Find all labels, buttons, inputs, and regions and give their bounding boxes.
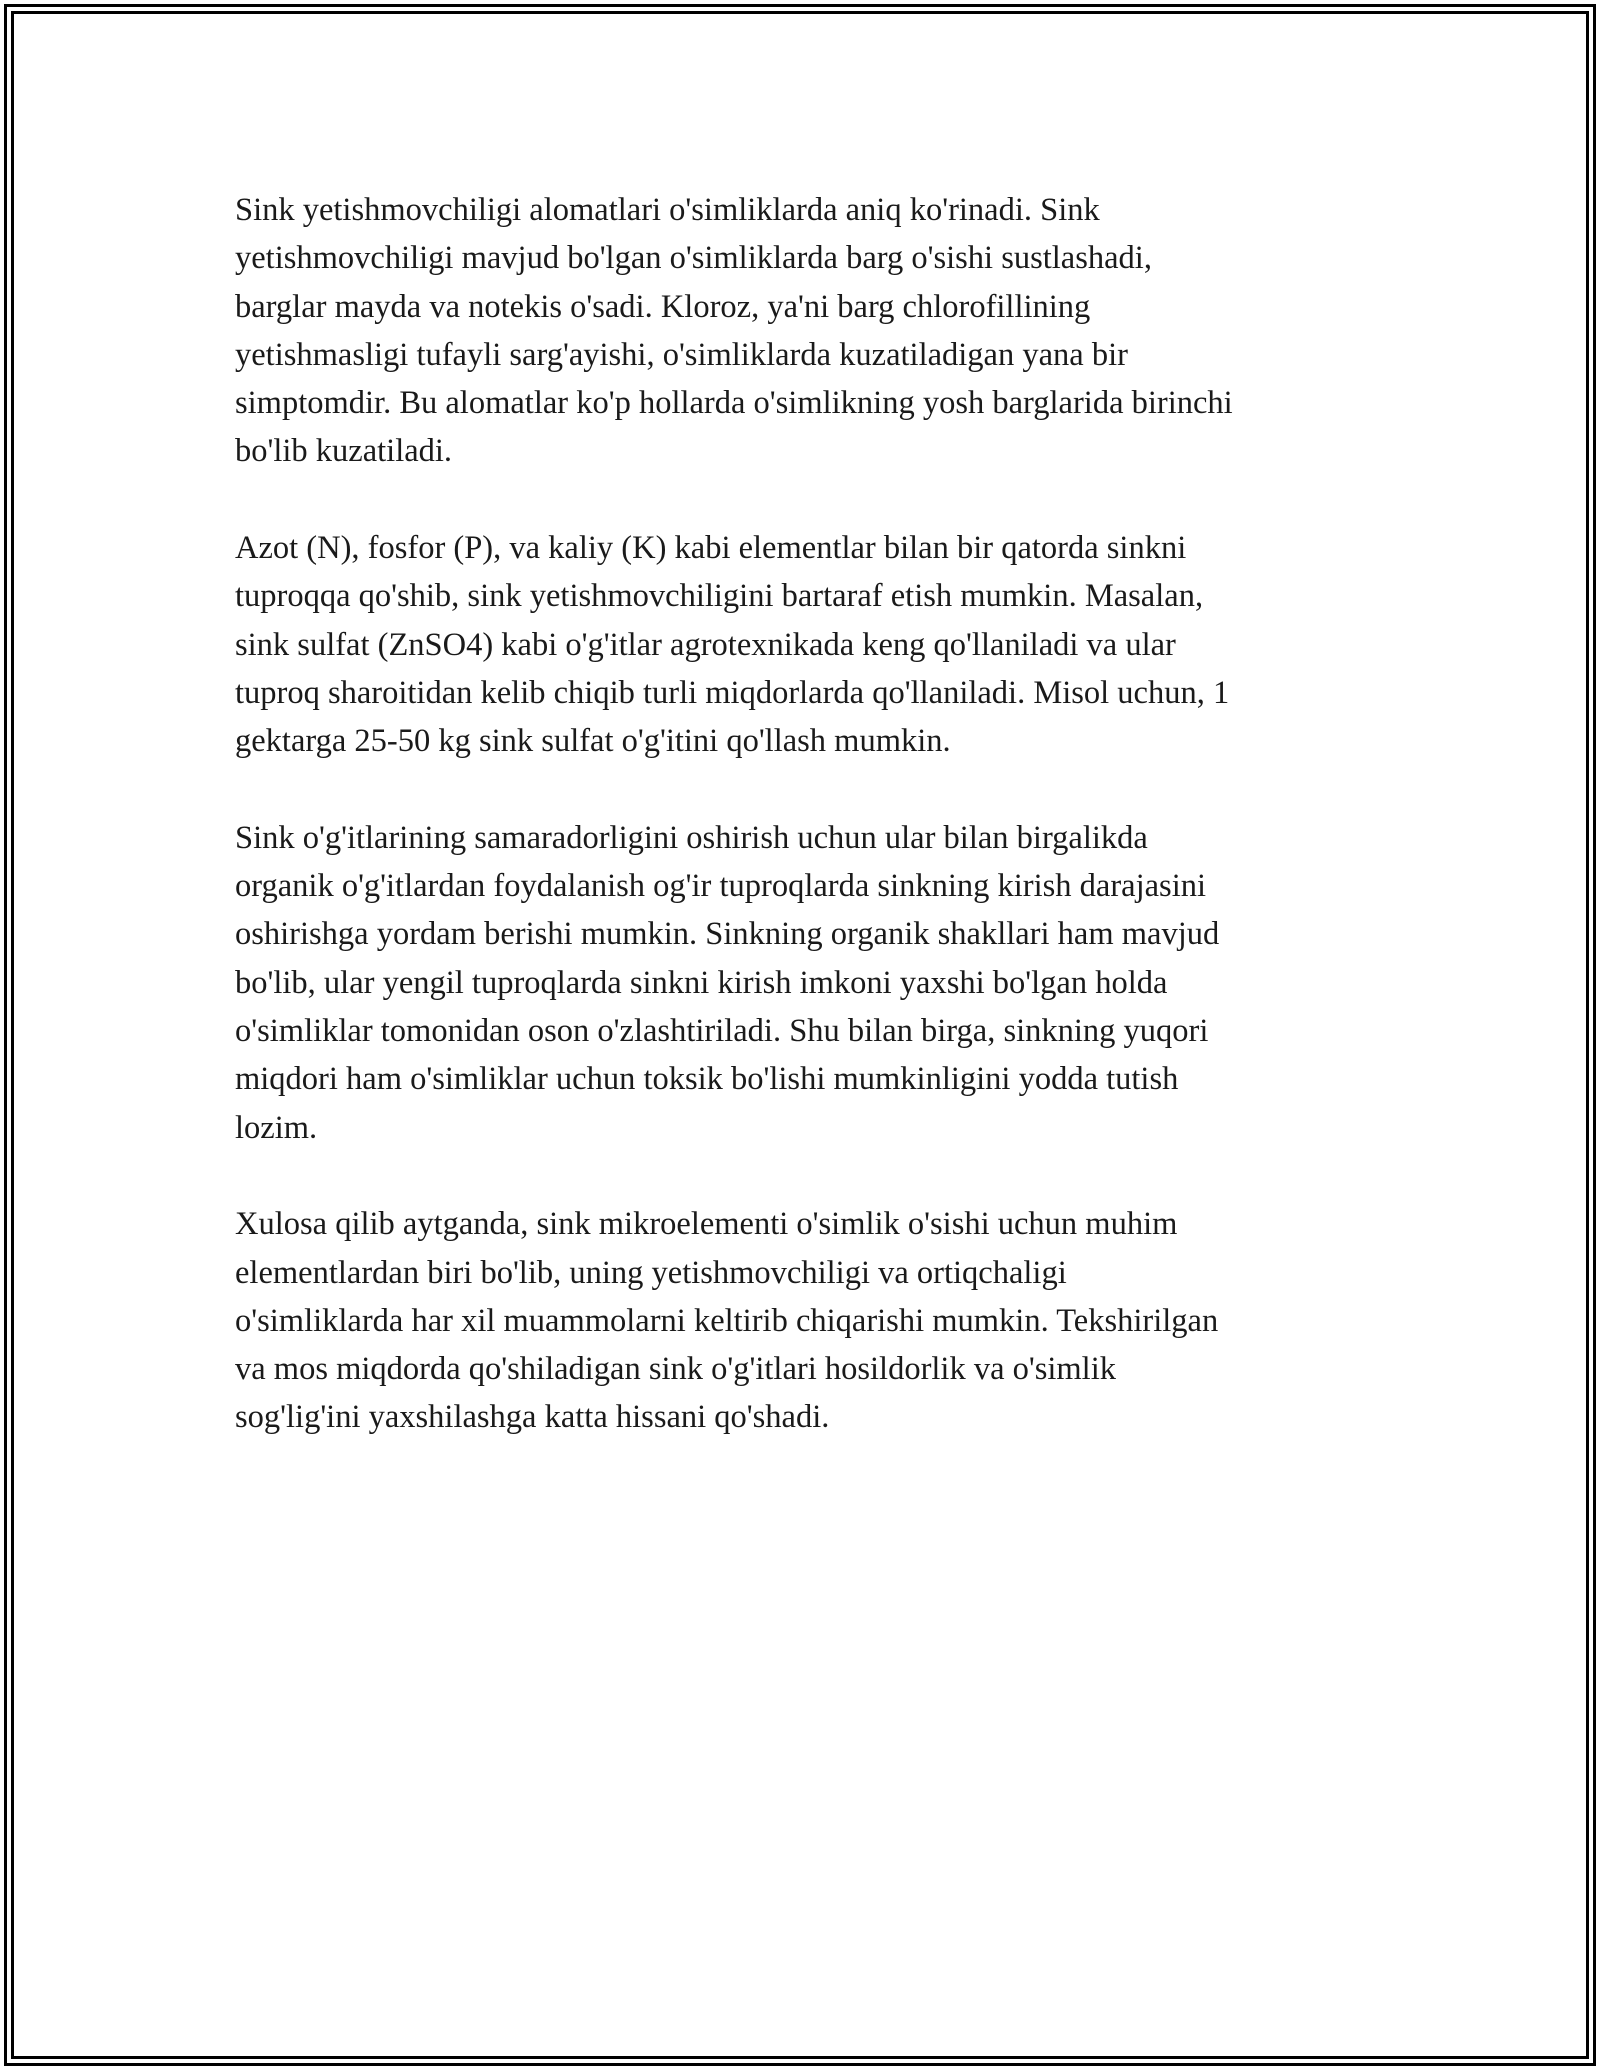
paragraph-zinc-fertilizer-application: Azot (N), fosfor (P), va kaliy (K) kabi elementlar bilan bir qatorda sinkni tuproqqa qo'shib, sink yetishmovchiligini bartaraf etish mumkin. Masalan, sink sulfat (ZnSO4) kabi o'g'itlar agrotexnikada keng qo'llaniladi va ular tuproq sharoitidan kelib chiqib turli miqdorlarda qo'llaniladi. Misol uchun, 1 gektarga 25-50 kg sink sulfat o'g'itini qo'llash mumkin. — [235, 530, 1230, 760]
paragraph-conclusion: Xulosa qilib aytganda, sink mikroelementi o'simlik o'sishi uchun muhim elementlardan biri bo'lib, uning yetishmovchiligi va ortiqchaligi o'simliklarda har xil muammolarni keltirib chiqarishi mumkin. Tekshirilgan va mos miqdorda qo'shiladigan sink o'g'itlari hosildorlik va o'simlik sog'lig'ini yaxshilashga katta hissani qo'shadi. — [235, 1206, 1219, 1436]
paragraph-organic-fertilizers: Sink o'g'itlarining samaradorligini oshirish uchun ular bilan birgalikda organik o'g'itlardan foydalanish og'ir tuproqlarda sinkning kirish darajasini oshirishga yordam berishi mumkin. Sinkning organik shakllari ham mavjud bo'lib, ular yengil tuproqlarda sinkni kirish imkoni yaxshi bo'lgan holda o'simliklar tomonidan oson o'zlashtiriladi. Shu bilan birga, sinkning yuqori miqdori ham o'simliklar uchun toksik bo'lishi mumkinligini yodda tutish lozim. — [235, 819, 1220, 1146]
document-body — [235, 186, 1375, 1490]
paragraph-zinc-deficiency-symptoms: Sink yetishmovchiligi alomatlari o'simliklarda aniq ko'rinadi. Sink yetishmovchiligi mavjud bo'lgan o'simliklarda barg o'sishi sustlashadi, barglar mayda va notekis o'sadi. Kloroz, ya'ni barg chlorofillining yetishmasligi tufayli sarg'ayishi, o'simliklarda kuzatiladigan yana bir simptomdir. Bu alomatlar ko'p hollarda o'simlikning yosh barglarida birinchi bo'lib kuzatiladi. — [235, 192, 1233, 470]
